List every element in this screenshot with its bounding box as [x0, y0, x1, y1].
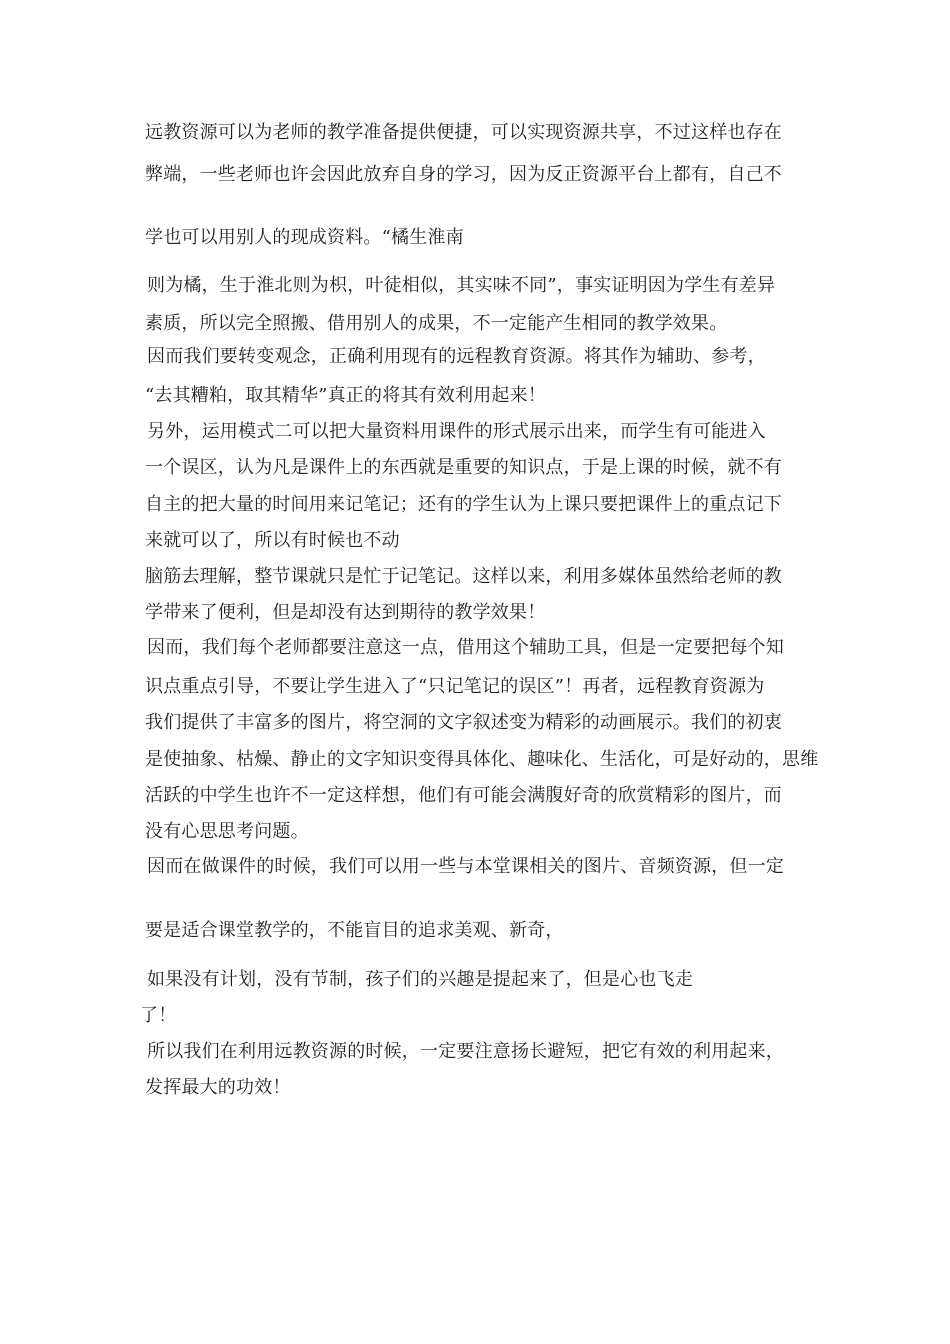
- text-line: 弊端，一些老师也许会因此放弃自身的学习，因为反正资源平台上都有，自己不: [145, 164, 782, 185]
- text-line: 因而我们要转变观念，正确利用现有的远程教育资源。将其作为辅助、参考，: [147, 346, 766, 367]
- text-line: 另外，运用模式二可以把大量资料用课件的形式展示出来，而学生有可能进入: [147, 421, 766, 442]
- text-line: 活跃的中学生也许不一定这样想，他们有可能会满腹好奇的欣赏精彩的图片，而: [145, 785, 782, 806]
- text-line: 学带来了便利，但是却没有达到期待的教学效果！: [145, 602, 546, 623]
- text-line: 学也可以用别人的现成资料。“橘生淮南: [145, 227, 464, 248]
- text-line: 来就可以了，所以有时候也不动: [145, 530, 400, 551]
- text-line: 脑筋去理解，整节课就只是忙于记笔记。这样以来，利用多媒体虽然给老师的教: [145, 566, 782, 587]
- text-line: 素质，所以完全照搬、借用别人的成果，不一定能产生相同的教学效果。: [145, 313, 728, 334]
- text-line: 因而在做课件的时候，我们可以用一些与本堂课相关的图片、音频资源，但一定: [147, 856, 784, 877]
- text-line: 了！: [140, 1005, 177, 1026]
- text-line: 识点重点引导，不要让学生进入了“只记笔记的误区”！再者，远程教育资源为: [145, 676, 765, 697]
- text-line: 如果没有计划，没有节制，孩子们的兴趣是提起来了，但是心也飞走: [147, 969, 693, 990]
- text-line: 则为橘，生于淮北则为枳，叶徒相似，其实味不同”，事实证明因为学生有差异: [147, 275, 776, 296]
- text-line: 是使抽象、枯燥、静止的文字知识变得具体化、趣味化、生活化，可是好动的，思维: [145, 749, 819, 770]
- text-line: 发挥最大的功效！: [145, 1077, 291, 1098]
- text-line: 没有心思思考问题。: [145, 821, 309, 842]
- text-line: 我们提供了丰富多的图片，将空洞的文字叙述变为精彩的动画展示。我们的初衷: [145, 712, 782, 733]
- text-line: 因而，我们每个老师都要注意这一点，借用这个辅助工具，但是一定要把每个知: [147, 637, 784, 658]
- text-line: 远教资源可以为老师的教学准备提供便捷，可以实现资源共享，不过这样也存在: [145, 122, 782, 143]
- text-line: 一个误区，认为凡是课件上的东西就是重要的知识点，于是上课的时候，就不有: [145, 457, 782, 478]
- text-line: 自主的把大量的时间用来记笔记；还有的学生认为上课只要把课件上的重点记下: [145, 494, 782, 515]
- text-line: “去其糟粕，取其精华”真正的将其有效利用起来！: [145, 385, 547, 406]
- text-line: 要是适合课堂教学的，不能盲目的追求美观、新奇，: [145, 920, 564, 941]
- text-line: 所以我们在利用远教资源的时候，一定要注意扬长避短，把它有效的利用起来，: [147, 1041, 784, 1062]
